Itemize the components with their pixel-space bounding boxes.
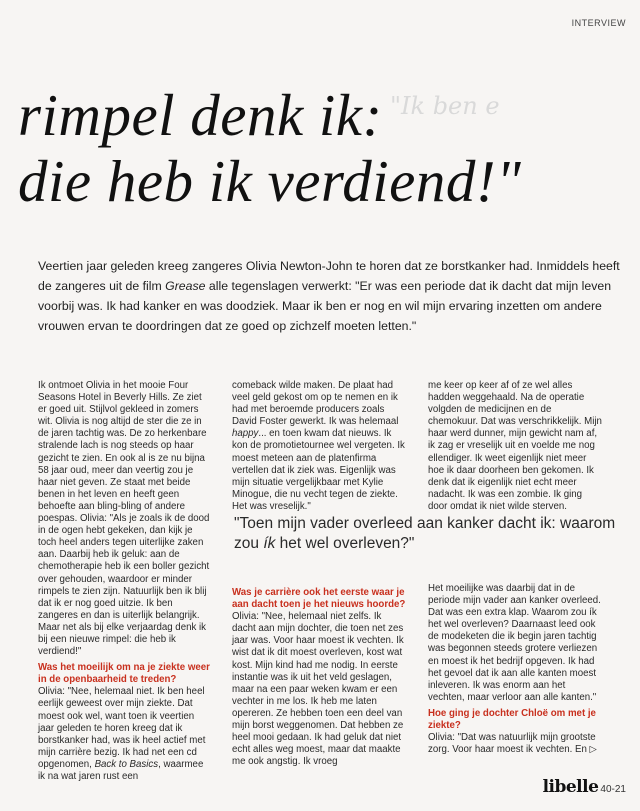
column-3-lower-paragraph-2: Olivia: "Dat was natuurlijk mijn grootste zorg. Voor haar moest ik vechten. En ▷ <box>428 732 597 756</box>
column-2-italic-word: happy <box>232 428 259 440</box>
column-1 <box>38 380 210 783</box>
album-title: Back to Basics <box>94 758 159 770</box>
column-3-lower-paragraph: Het moeilijke was daarbij dat in de periode mijn vader aan kanker overleed. Dat was een extra klap. Waarom zou ík het wel overleven? Daarnaast leed ook de modeketen die ik begin jaren tachtig was begonnen steeds grotere verliezen en moest ik het bedrijf opgeven. Ik had het gevoel dat ik aan alle kanten moest inleveren. Ik was enorm aan het vechten, maar verloor aan alle kanten." <box>428 583 601 703</box>
question-1: Was het moeilijk om na je ziekte weer in de openbaarheid te treden? <box>38 662 210 686</box>
column-1-paragraph-2 <box>38 686 210 783</box>
column-1-text-b: , waarmee ik na wat jaren rust een <box>38 758 204 782</box>
question-3: Hoe ging je dochter Chloë om met je ziekte? <box>428 707 596 732</box>
question-2: Was je carrière ook het eerste waar je aan dacht toen je het nieuws hoorde? <box>232 587 406 611</box>
pull-quote <box>234 514 624 554</box>
intro-text-b: alle tegenslagen verwerkt: "Er was een periode dat ik dacht dat mijn leven voorbij was. Ik had kanker en was doodziek. Maar ik ben er nog en wil mijn ervaring inzetten om andere vrouwen ervan te doordringen dat ze goed op zichzelf moeten letten." <box>38 279 612 333</box>
pull-quote-text-a: "Toen mijn vader overleed aan kanker dacht ik: waarom zou <box>234 515 616 552</box>
pull-quote-emphasis: ík <box>263 535 276 552</box>
magazine-logo: libelle <box>542 777 599 797</box>
column-1-text-a: Olivia: "Nee, helemaal niet. Ik ben heel eerlijk geweest over mijn ziekte. Dat moest ook wel, want toen ik veertien jaar geleden te horen kreeg dat ik borstkanker had, was ik heel actief met mijn carrière bezig. Ik had net een cd opgenomen, <box>38 686 206 770</box>
column-3 <box>428 380 604 513</box>
column-2-paragraph <box>232 380 406 513</box>
headline <box>18 82 628 214</box>
facing-page-bleed-text: "Ik ben e <box>390 92 500 120</box>
intro-film-title: Grease <box>165 279 206 293</box>
page-footer <box>543 777 626 797</box>
column-2-text-a: comeback wilde maken. De plaat had veel geld gekost om op te nemen en ik had met beroemde producers zoals David Foster gewerkt. Ik was helemaal <box>232 380 399 428</box>
column-2-lower <box>232 583 406 768</box>
column-3-lower <box>428 583 604 756</box>
intro-paragraph <box>38 256 628 336</box>
column-3-paragraph: me keer op keer af of ze wel alles hadden weggehaald. Na de operatie volgden de medicijnen en de chemokuur. Dat was verschrikkelijk. Mijn haar werd dunner, mijn gewicht nam af, ik zag er vreselijk uit en voelde me nog ellendiger. Ik weet eigenlijk niet meer hoe ik daar doorheen ben gekomen. Ik denk dat ik eigenlijk niet echt meer nadacht. Ik was een zombie. Ik ging door omdat ik niet wilde sterven. <box>428 380 602 512</box>
column-2-text-b: ... en toen kwam dat nieuws. Ik kon de promotietournee wel vergeten. Ik moest meteen aan de platenfirma vertellen dat ik ziek was. Eigenlijk was mijn situatie vergelijkbaar met Kylie Minogue, die nu vecht tegen de ziekte. Het was vreselijk." <box>232 428 405 512</box>
headline-line-2: die heb ik verdiend!" <box>18 148 522 214</box>
section-label: INTERVIEW <box>571 18 626 28</box>
headline-line-1: rimpel denk ik: <box>18 82 383 148</box>
pull-quote-text-b: het wel overleven?" <box>275 535 415 552</box>
column-2 <box>232 380 406 513</box>
column-1-paragraph-1: Ik ontmoet Olivia in het mooie Four Seasons Hotel in Beverly Hills. Ze ziet er goed uit. Stijlvol gekleed in zomers wit. Olivia is nog altijd de ster die ze in de jaren tachtig was. De zo herkenbare stralende lach is nog steeds op haar gezicht te zien. En ook al is ze nu bijna 58 jaar oud, meer dan veertig zou je haar niet geven. Ze staat met beide benen in het leven en heeft geen behoefte aan bling-bling of andere poespas. Olivia: "Als je zoals ik de dood in de ogen hebt gekeken, dan kijk je toch heel anders tegen uiterlijke zaken aan. Daarbij heb ik geluk: aan de chemotherapie heb ik een boller gezicht over gehouden, waardoor er minder rimpels te zien zijn. Natuurlijk ben ik blij dat ik er nog goed uitzie. Ik ben zangeres en dan is uiterlijk belangrijk. Maar net als bij elke verjaardag denk ik bij een nieuwe rimpel: die heb ik verdiend!" <box>38 380 210 658</box>
page-numbers: 40-21 <box>600 784 626 795</box>
column-2-lower-paragraph: Olivia: "Nee, helemaal niet zelfs. Ik dacht aan mijn dochter, die toen net zes jaar was. Voor haar moest ik vechten. Ik wist dat ik dit moest overleven, kost wat kost. Mijn kind had me nodig. In eerste instantie was ik uit het veld geslagen, maar na een paar weken kwam er een vechter in me los. Ik heb me laten opereren. Ze hebben toen een deel van mijn borst weggenomen. Dat hebben ze heel mooi gedaan. Ik had geluk dat niet echt alles weg moest, maar dat maakte me ook angstig. Ik vroeg <box>232 611 404 768</box>
intro-text-a: Veertien jaar geleden kreeg zangeres Olivia Newton-John te horen dat ze borstkanker had. Inmiddels heeft de zangeres uit de film <box>38 259 620 293</box>
